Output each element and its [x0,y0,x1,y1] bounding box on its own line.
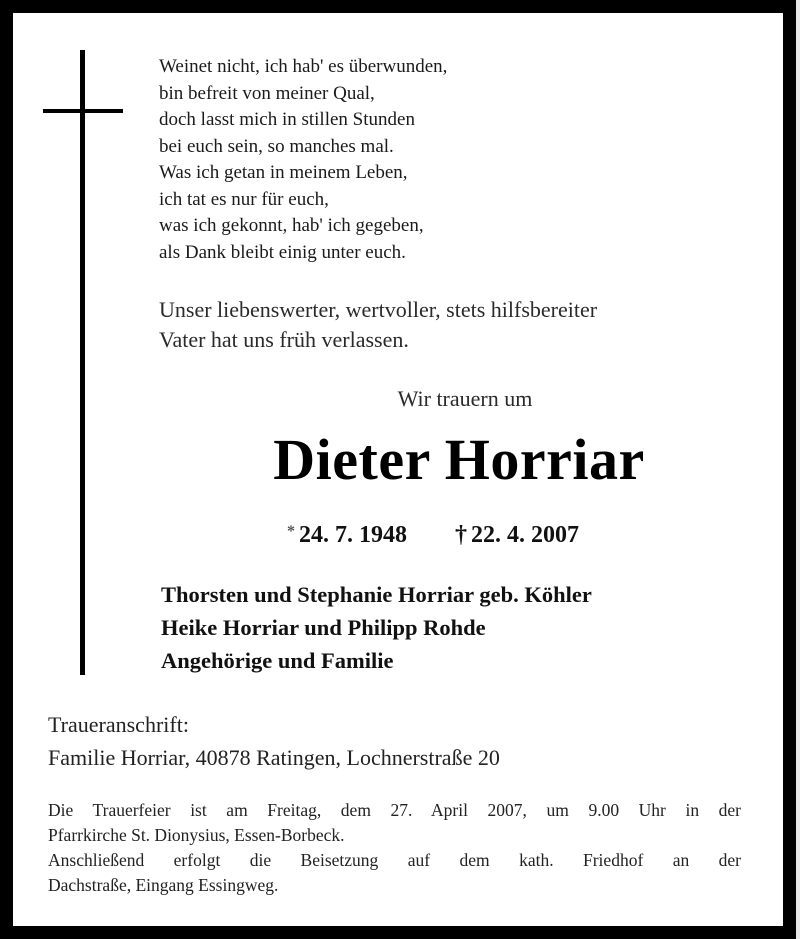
poem-line: bei euch sein, so manches mal. [159,135,394,157]
cross-icon-vertical-bar [80,50,85,675]
poem-line: Was ich getan in meinem Leben, [159,162,408,183]
ceremony-line: Anschließend erfolgt die Beisetzung auf dem kath. Friedhof an der [48,850,741,870]
death-date: 22. 4. 2007 [471,522,579,548]
ceremony-line: Dachstraße, Eingang Essingweg. [48,875,279,895]
address-label: Traueranschrift: [48,712,189,737]
intro-line: Vater hat uns früh verlassen. [159,327,409,352]
birth-date: 24. 7. 1948 [299,522,407,548]
intro-line: Unser liebenswerter, wertvoller, stets hilfsbereiter [159,297,598,322]
poem-line: was ich gekonnt, hab' ich gegeben, [159,215,424,236]
ceremony-line: Die Trauerfeier ist am Freitag, dem 27. April 2007, um 9.00 Uhr in der [48,800,741,820]
mourning-address [48,708,500,774]
cross-icon-horizontal-bar [43,109,123,113]
poem-line: bin befreit von meiner Qual, [159,82,375,104]
death-dagger-icon: † [455,522,467,548]
deceased-name: Dieter Horriar [273,427,645,492]
mourners-list [161,578,592,677]
mourner-line: Angehörige und Familie [161,648,394,673]
intro-text [159,295,597,355]
birth-star-icon: * [287,523,295,540]
poem [159,54,447,266]
poem-line: doch lasst mich in stillen Stunden [159,109,415,130]
address-value: Familie Horriar, 40878 Ratingen, Lochnerstraße 20 [48,745,500,770]
poem-line: ich tat es nur für euch, [159,188,329,210]
life-dates [287,522,579,549]
mourning-phrase: Wir trauern um [397,386,533,411]
poem-line: Weinet nicht, ich hab' es überwunden, [159,56,448,77]
ceremony-line: Pfarrkirche St. Dionysius, Essen-Borbeck. [48,825,345,845]
mourner-line: Heike Horriar und Philipp Rohde [161,615,486,640]
mourner-line: Thorsten und Stephanie Horriar geb. Köhler [161,582,592,607]
funeral-details [48,798,741,898]
poem-line: als Dank bleibt einig unter euch. [159,241,406,263]
